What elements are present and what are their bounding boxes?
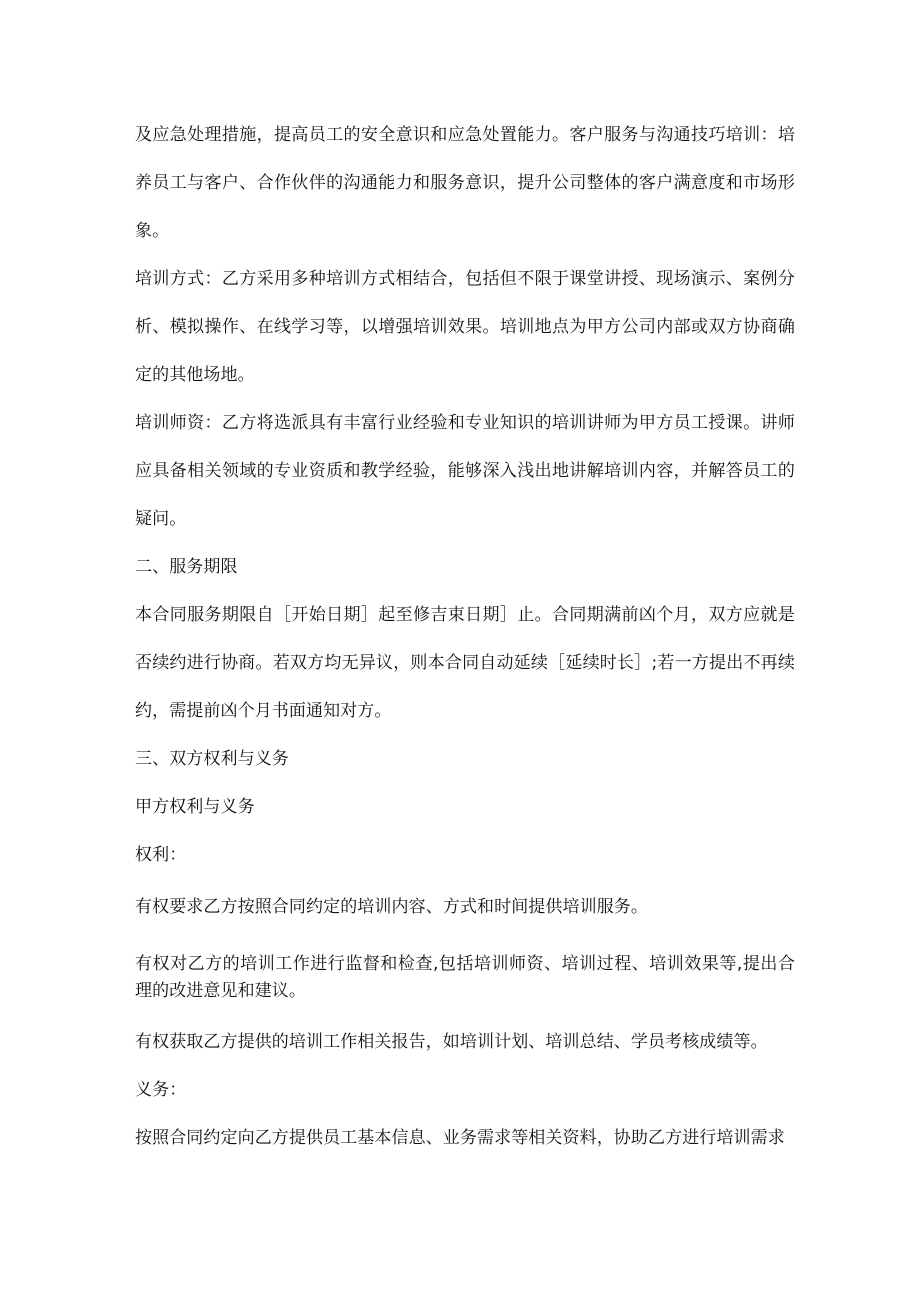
paragraph-right-supervise: 有权对乙方的培训工作进行监督和检查,包括培训师资、培训过程、培训效果等,提出合理的改进意见和建议。 [135,954,795,1001]
paragraph-service-term: 本合同服务期限自［开始日期］起至修吉束日期］止。合同期满前凶个月，双方应就是否续约进行协商。若双方均无异议，则本合同自动延续［延续时长］;若一方提出不再续约，需提前凶个月书面通知对方。 [135,605,795,721]
paragraph-training-instructors: 培训师资：乙方将选派具有丰富行业经验和专业知识的培训讲师为甲方员工授课。讲师应具备相关领域的专业资质和教学经验，能够深入浅出地讲解培训内容，并解答员工的疑问。 [135,413,795,529]
paragraph-right-obtain-reports: 有权获取乙方提供的培训工作相关报告，如培训计划、培训总结、学员考核成绩等。 [135,1032,768,1052]
paragraph-training-methods: 培训方式：乙方采用多种培训方式相结合，包括但不限于课堂讲授、现场演示、案例分析、模拟操作、在线学习等，以增强培训效果。培训地点为甲方公司内部或双方协商确定的其他场地。 [135,269,795,385]
section-heading-service-term: 二、服务期限 [135,557,238,577]
label-rights: 权利： [135,845,187,865]
section-heading-rights-obligations: 三、双方权利与义务 [135,749,289,769]
label-obligations: 义务： [135,1080,187,1100]
paragraph-obligation-provide-info: 按照合同约定向乙方提供员工基本信息、业务需求等相关资料，协助乙方进行培训需求 [135,1128,785,1148]
paragraph-right-request-training: 有权要求乙方按照合同约定的培训内容、方式和时间提供培训服务。 [135,897,648,917]
subheading-party-a-rights-obligations: 甲方权利与义务 [135,797,255,817]
paragraph-safety-and-customer-training: 及应急处理措施，提高员工的安全意识和应急处置能力。客户服务与沟通技巧培训：培养员工与客户、合作伙伴的沟通能力和服务意识，提升公司整体的客户满意度和市场形象。 [135,125,795,241]
